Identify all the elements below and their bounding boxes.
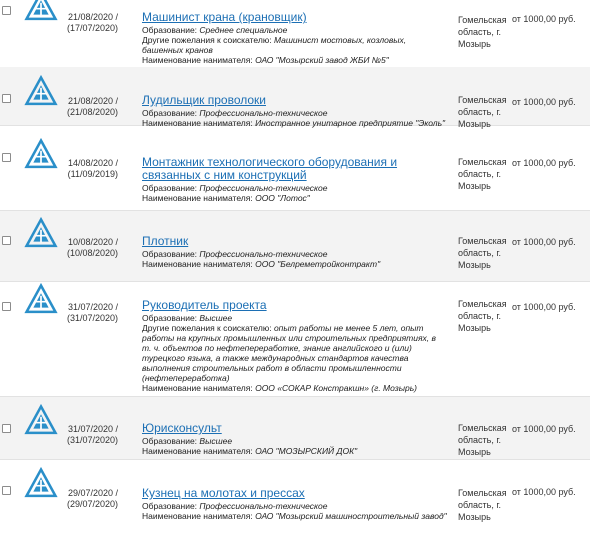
vacancy-date: 14/08/2020 / (11/09/2019) bbox=[67, 158, 118, 179]
vacancy-salary: от 1000,00 руб. bbox=[512, 97, 576, 107]
vacancy-checkbox[interactable] bbox=[2, 424, 11, 433]
vacancy-region: Гомельская область, г. Мозырь bbox=[458, 236, 507, 270]
vacancy-date: 29/07/2020 / (29/07/2020) bbox=[66, 488, 118, 509]
vacancy-checkbox[interactable] bbox=[2, 236, 11, 245]
employment-service-logo-icon bbox=[24, 138, 58, 172]
vacancy-region: Гомельская область, г. Мозырь bbox=[458, 488, 507, 522]
vacancy-row: 21/08/2020 / (21/08/2020) Лудильщик проволоки Образование: Профессионально-техническое Наименование нанимателя: Иностранное унитарное предприятие "Эколь" Гомельская область, г. Мозырь от 1000,00 руб. bbox=[0, 67, 590, 126]
employment-service-logo-icon bbox=[24, 0, 58, 24]
vacancy-checkbox[interactable] bbox=[2, 153, 11, 162]
vacancy-region: Гомельская область, г. Мозырь bbox=[458, 299, 507, 333]
vacancy-row: 31/07/2020 / (31/07/2020) Юрисконсульт Образование: Высшее Наименование нанимателя: ОАО "МОЗЫРСКИЙ ДОК" Гомельская область, г. Мозырь от 1000,00 руб. bbox=[0, 397, 590, 460]
vacancy-title-link[interactable]: Руководитель проекта bbox=[142, 298, 267, 312]
vacancy-title-link[interactable]: Юрисконсульт bbox=[142, 421, 222, 435]
vacancy-title-link[interactable]: Кузнец на молотах и прессах bbox=[142, 486, 305, 500]
vacancy-date: 21/08/2020 / (17/07/2020) bbox=[66, 12, 118, 33]
vacancy-salary: от 1000,00 руб. bbox=[512, 158, 576, 168]
employment-service-logo-icon bbox=[24, 75, 58, 109]
vacancy-checkbox[interactable] bbox=[2, 486, 11, 495]
vacancy-region: Гомельская область, г. Мозырь bbox=[458, 423, 507, 457]
vacancy-salary: от 1000,00 руб. bbox=[512, 14, 576, 24]
vacancy-salary: от 1000,00 руб. bbox=[512, 424, 576, 434]
vacancy-row: 21/08/2020 / (17/07/2020) Машинист крана (крановщик) Образование: Среднее специальное Другие пожелания к соискателю: Машинист мостовых, козловых, башенных кранов Наименование нанимателя: ОАО "Мозырский завод ЖБИ №5" Гомельская область, г. Мозырь от 1000,00 руб. bbox=[0, 0, 590, 68]
vacancy-date: 10/08/2020 / (10/08/2020) bbox=[66, 237, 118, 258]
vacancy-region: Гомельская область, г. Мозырь bbox=[458, 95, 507, 129]
vacancy-checkbox[interactable] bbox=[2, 94, 11, 103]
employment-service-logo-icon bbox=[24, 217, 58, 251]
vacancy-date: 21/08/2020 / (21/08/2020) bbox=[66, 96, 118, 117]
vacancy-salary: от 1000,00 руб. bbox=[512, 302, 576, 312]
vacancy-region: Гомельская область, г. Мозырь bbox=[458, 15, 507, 49]
employment-service-logo-icon bbox=[24, 283, 58, 317]
vacancy-row: 14/08/2020 / (11/09/2019) Монтажник технологического оборудования и связанных с ним конструкций Образование: Профессионально-техническое Наименование нанимателя: ООО "Лотос" Гомельская область, г. Мозырь от 1000,00 руб. bbox=[0, 126, 590, 211]
vacancy-date: 31/07/2020 / (31/07/2020) bbox=[66, 302, 118, 323]
vacancy-region: Гомельская область, г. Мозырь bbox=[458, 157, 507, 191]
vacancy-row: 29/07/2020 / (29/07/2020) Кузнец на молотах и прессах Образование: Профессионально-техническое Наименование нанимателя: ОАО "Мозырский машиностроительный завод" Гомельская область, г. Мозырь от 1000,00 руб. bbox=[0, 460, 590, 540]
vacancy-checkbox[interactable] bbox=[2, 6, 11, 15]
vacancy-title-link[interactable]: Лудильщик проволоки bbox=[142, 93, 266, 107]
vacancy-checkbox[interactable] bbox=[2, 302, 11, 311]
vacancy-salary: от 1000,00 руб. bbox=[512, 237, 576, 247]
employment-service-logo-icon bbox=[24, 467, 58, 501]
vacancy-date: 31/07/2020 / (31/07/2020) bbox=[66, 424, 118, 445]
vacancy-title-link[interactable]: Машинист крана (крановщик) bbox=[142, 10, 307, 24]
vacancy-title-link[interactable]: Монтажник технологического оборудования и связанных с ним конструкций bbox=[142, 155, 398, 182]
vacancy-salary: от 1000,00 руб. bbox=[512, 487, 576, 497]
vacancy-title-link[interactable]: Плотник bbox=[142, 234, 189, 248]
vacancy-row: 10/08/2020 / (10/08/2020) Плотник Образование: Профессионально-техническое Наименование нанимателя: ООО "Белреметройконтракт" Гомельская область, г. Мозырь от 1000,00 руб. bbox=[0, 211, 590, 282]
employment-service-logo-icon bbox=[24, 404, 58, 438]
vacancy-row: 31/07/2020 / (31/07/2020) Руководитель проекта Образование: Высшее Другие пожелания к соискателю: опыт работы не менее 5 лет, опыт работы на крупных промышленных или строительных предприятиях, в т. ч. объектов по нефтепереработке, знание английского и (или) турецкого языка, а также международных стандартов качества выполнения строительных работ в области промышленности (нефтепереработка) Наименование нанимателя: ООО «СОКАР Констракшн» (г. Мозырь) Гомельская область, г. Мозырь от 1000,00 руб. bbox=[0, 282, 590, 397]
